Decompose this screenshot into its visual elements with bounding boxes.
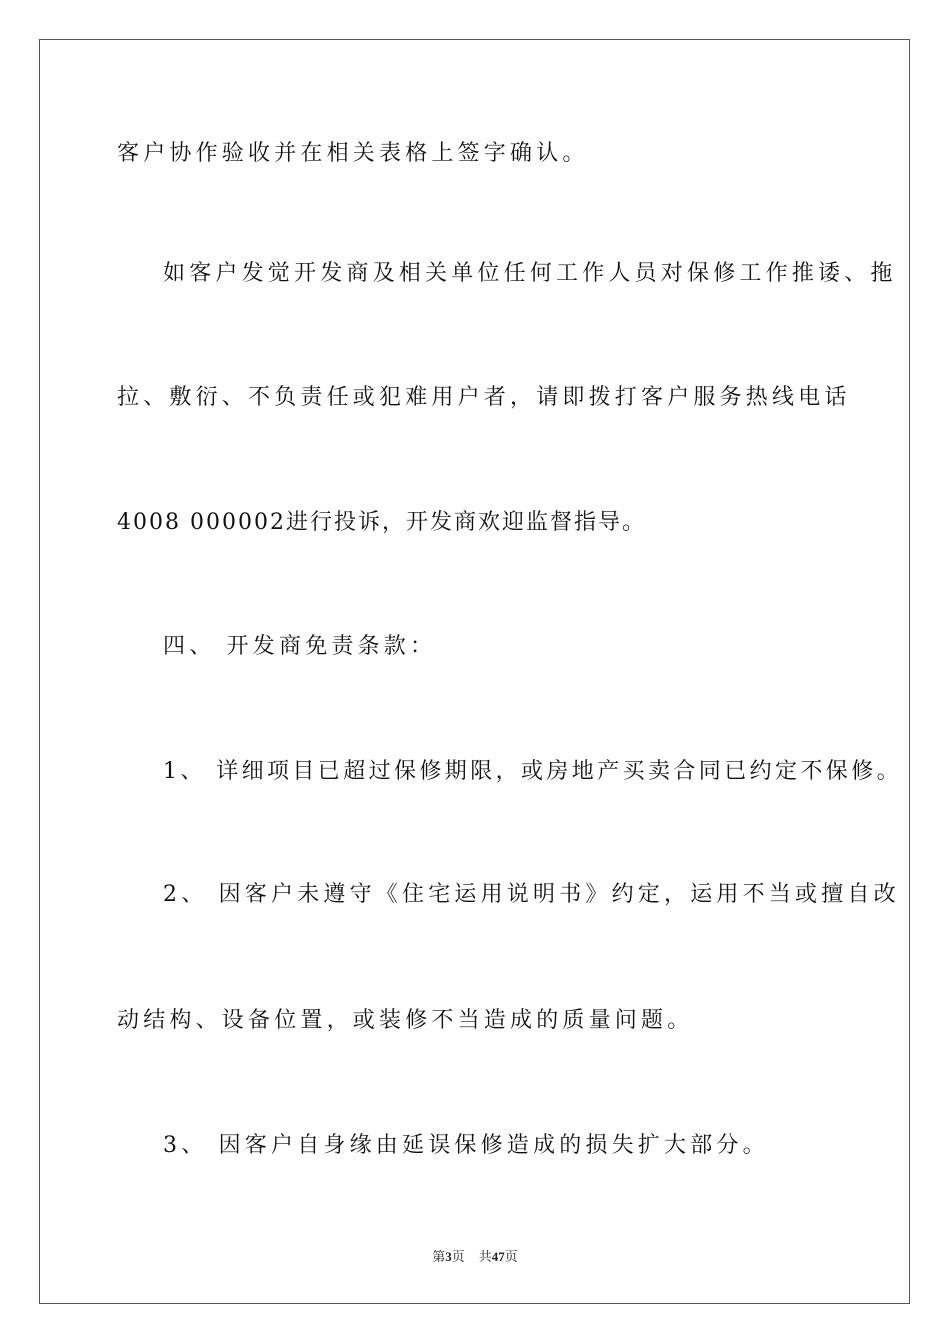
- text-line-2: 如客户发觉开发商及相关单位任何工作人员对保修工作推诿、拖: [163, 261, 897, 286]
- clause-3: 3、 因客户自身缘由延误保修造成的损失扩大部分。: [163, 1133, 769, 1158]
- total-pages: 47: [491, 1249, 505, 1264]
- section-heading-4: 四、 开发商免责条款：: [163, 634, 437, 659]
- page-suffix: 页: [451, 1249, 465, 1264]
- clause-1: 1、 详细项目已超过保修期限，或房地产买卖合同已约定不保修。: [163, 759, 902, 784]
- page-number: 3: [445, 1249, 452, 1264]
- total-suffix: 页: [504, 1249, 518, 1264]
- text-line-1: 客户协作验收并在相关表格上签字确认。: [117, 141, 589, 166]
- page-prefix: 第: [432, 1249, 446, 1264]
- clause-2: 2、 因客户未遵守《住宅运用说明书》约定，运用不当或擅自改: [163, 882, 900, 907]
- page-footer: [0, 1246, 950, 1265]
- page-border: [39, 39, 910, 1304]
- text-line-3: 拉、敷衍、不负责任或犯难用户者，请即拨打客户服务热线电话: [117, 385, 851, 410]
- text-line-4: 4008 000002进行投诉，开发商欢迎监督指导。: [117, 510, 646, 535]
- clause-2-continued: 动结构、设备位置，或装修不当造成的质量问题。: [117, 1008, 694, 1033]
- total-prefix: 共: [478, 1249, 492, 1264]
